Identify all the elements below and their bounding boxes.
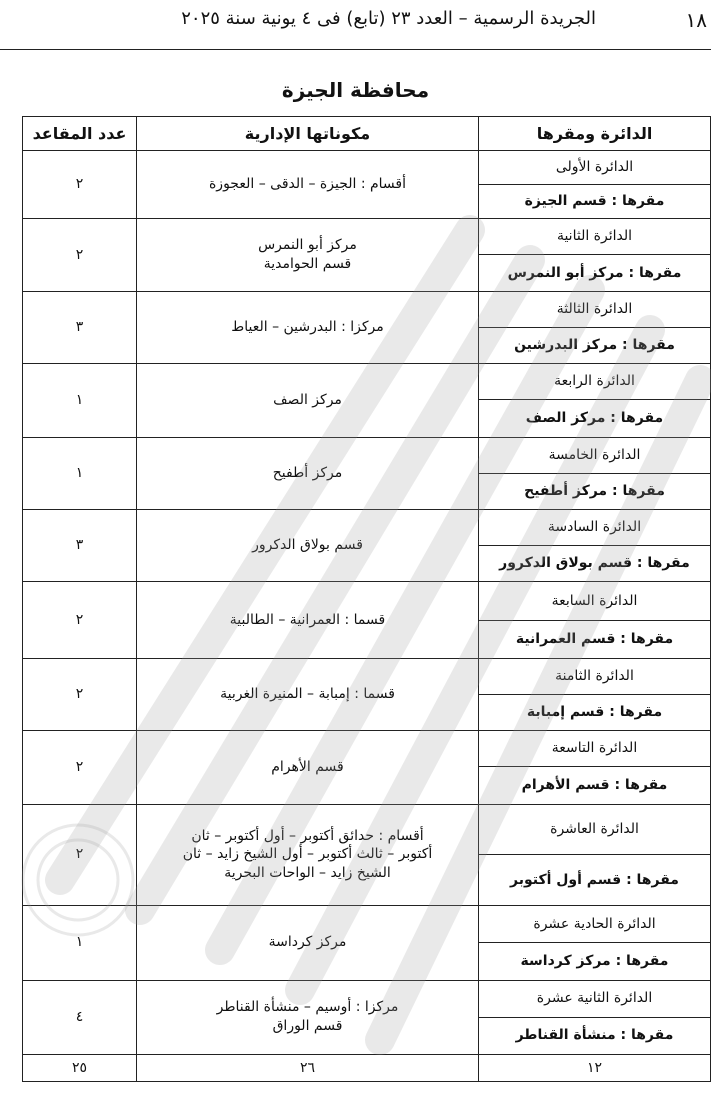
district-name-cell: الدائرة العاشرة (479, 804, 711, 855)
district-seat-cell: مقرها : منشأة القناطر (479, 1017, 711, 1054)
table-row (23, 804, 711, 855)
component-line: مركزا : البدرشين – العياط (231, 318, 384, 335)
seats-count-cell: ٣ (23, 509, 137, 581)
district-seat-cell: مقرها : قسم أول أكتوبر (479, 855, 711, 906)
seats-count-cell: ٢ (23, 219, 137, 291)
components-cell (137, 804, 479, 905)
district-name-cell: الدائرة الثامنة (479, 658, 711, 694)
total-districts-cell: ١٢ (479, 1055, 711, 1082)
district-name-cell: الدائرة الرابعة (479, 364, 711, 400)
seats-count-cell: ٢ (23, 582, 137, 659)
page-header (0, 0, 711, 50)
component-line: قسم الحوامدية (263, 255, 352, 272)
district-name-cell: الدائرة الثانية عشرة (479, 980, 711, 1017)
district-seat-cell: مقرها : مركز أطفيح (479, 473, 711, 509)
district-name-cell: الدائرة الحادية عشرة (479, 906, 711, 943)
totals-row (23, 1055, 711, 1082)
district-name-cell: الدائرة الخامسة (479, 437, 711, 473)
seats-count-cell: ١ (23, 906, 137, 980)
district-seat-cell: مقرها : مركز أبو النمرس (479, 255, 711, 291)
seats-count-cell: ١ (23, 364, 137, 437)
table-row (23, 219, 711, 255)
column-header-district: الدائرة ومقرها (479, 117, 711, 151)
district-seat-cell: مقرها : قسم إمبابة (479, 695, 711, 731)
running-title: الجريدة الرسمية – العدد ٢٣ (تابع) فى ٤ يونية سنة ٢٠٢٥ (181, 8, 596, 29)
column-header-components: مكوناتها الإدارية (137, 117, 479, 151)
components-cell (137, 437, 479, 509)
components-cell (137, 364, 479, 437)
component-line: قسما : العمرانية – الطالبية (229, 611, 386, 628)
table-row (23, 906, 711, 943)
districts-table (22, 116, 711, 1082)
components-cell (137, 731, 479, 804)
district-name-cell: الدائرة الثالثة (479, 291, 711, 327)
district-name-cell: الدائرة الثانية (479, 219, 711, 255)
table-row (23, 437, 711, 473)
seats-count-cell: ٤ (23, 980, 137, 1054)
table-row (23, 731, 711, 767)
table-body (23, 151, 711, 1082)
table-row (23, 582, 711, 620)
table-row (23, 151, 711, 185)
district-seat-cell: مقرها : قسم بولاق الدكرور (479, 546, 711, 582)
component-line: مركز أبو النمرس (258, 237, 357, 254)
seats-count-cell: ١ (23, 437, 137, 509)
district-seat-cell: مقرها : قسم الجيزة (479, 185, 711, 219)
component-line: أقسام : الجيزة – الدقى – العجوزة (208, 176, 407, 193)
component-line: قسم الأهرام (271, 759, 344, 776)
district-seat-cell: مقرها : قسم العمرانية (479, 620, 711, 658)
column-header-seats: عدد المقاعد (23, 117, 137, 151)
district-name-cell: الدائرة التاسعة (479, 731, 711, 767)
components-cell (137, 980, 479, 1054)
components-cell (137, 582, 479, 659)
governorate-title: محافظة الجيزة (281, 78, 430, 102)
component-line: مركز كرداسة (268, 934, 347, 951)
table-row (23, 980, 711, 1017)
components-cell (137, 151, 479, 219)
component-line: أقسام : حدائق أكتوبر – أول أكتوبر – ثان (191, 827, 424, 844)
component-line: الشيخ زايد – الواحات البحرية (224, 865, 391, 882)
table-row (23, 509, 711, 545)
components-cell (137, 906, 479, 980)
components-cell (137, 658, 479, 730)
seats-count-cell: ٣ (23, 291, 137, 363)
component-line: مركز أطفيح (272, 464, 343, 481)
total-seats-cell: ٢٥ (23, 1055, 137, 1082)
components-cell (137, 509, 479, 581)
seats-count-cell: ٢ (23, 151, 137, 219)
component-line: أكتوبر – ثالث أكتوبر – أول الشيخ زايد – ثان (182, 846, 433, 863)
components-cell (137, 291, 479, 363)
district-seat-cell: مقرها : قسم الأهرام (479, 767, 711, 804)
component-line: قسم الوراق (272, 1018, 343, 1035)
district-seat-cell: مقرها : مركز كرداسة (479, 943, 711, 980)
table-header-row (23, 117, 711, 151)
district-seat-cell: مقرها : مركز الصف (479, 400, 711, 437)
seats-count-cell: ٢ (23, 804, 137, 905)
component-line: قسم بولاق الدكرور (252, 537, 363, 554)
component-line: مركز الصف (273, 391, 342, 408)
components-cell (137, 219, 479, 291)
district-name-cell: الدائرة السادسة (479, 509, 711, 545)
table-row (23, 364, 711, 400)
table-row (23, 291, 711, 327)
component-line: مركزا : أوسيم – منشأة القناطر (216, 999, 399, 1016)
district-seat-cell: مقرها : مركز البدرشين (479, 327, 711, 363)
page-number: ١٨ (685, 8, 707, 32)
component-line: قسما : إمبابة – المنيرة الغربية (220, 686, 395, 703)
seats-count-cell: ٢ (23, 731, 137, 804)
table-row (23, 658, 711, 694)
total-components-cell: ٢٦ (137, 1055, 479, 1082)
seats-count-cell: ٢ (23, 658, 137, 730)
district-name-cell: الدائرة الأولى (479, 151, 711, 185)
district-name-cell: الدائرة السابعة (479, 582, 711, 620)
